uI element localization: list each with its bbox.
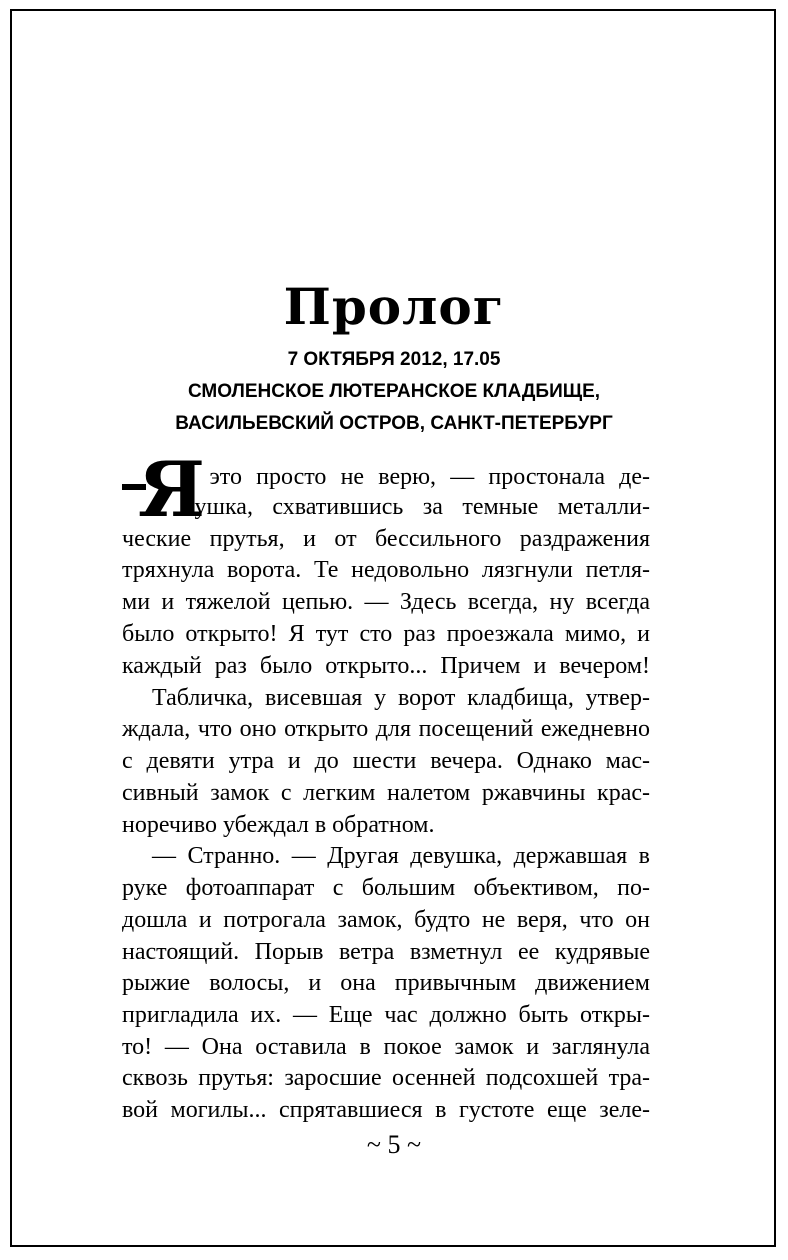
text-line: то! — Она оставила в покое замок и заглянула	[122, 1034, 650, 1060]
text-line: настоящий. Порыв ветра взметнул ее кудрявые	[122, 939, 650, 965]
text-line: вушка, схватившись за темные металли-	[184, 494, 650, 520]
chapter-location-city: ВАСИЛЬЕВСКИЙ ОСТРОВ, САНКТ-ПЕТЕРБУРГ	[175, 413, 613, 434]
text-line: руке фотоаппарат с большим объективом, по-	[122, 875, 650, 901]
text-line: с девяти утра и до шести вечера. Однако мас-	[122, 748, 650, 774]
text-line: ческие прутья, и от бессильного раздражения	[122, 526, 650, 552]
text-line: рыжие волосы, и она привычным движением	[122, 970, 650, 996]
text-line: дошла и потрогала замок, будто не веря, что он	[122, 907, 650, 933]
text-line: норечиво убеждал в обратном.	[122, 812, 435, 838]
text-line: Табличка, висевшая у ворот кладбища, утвер-	[152, 685, 650, 711]
text-line: каждый раз было открыто... Причем и вечером!	[122, 653, 650, 679]
drop-cap: Я	[138, 445, 206, 534]
text-line: сивный замок с легким налетом ржавчины крас-	[122, 780, 650, 806]
text-line: ждала, что оно открыто для посещений ежедневно	[122, 716, 650, 742]
chapter-title: Пролог	[283, 277, 505, 336]
text-line: вой могилы... спрятавшиеся в густоте еще зеле-	[122, 1097, 650, 1123]
page-number: ~ 5 ~	[366, 1130, 422, 1159]
text-line: ми и тяжелой цепью. — Здесь всегда, ну всегда	[122, 589, 650, 615]
text-line: сквозь прутья: заросшие осенней подсохшей тра-	[122, 1065, 650, 1091]
text-line: пригладила их. — Еще час должно быть откры-	[122, 1002, 650, 1028]
chapter-date-time: 7 ОКТЯБРЯ 2012, 17.05	[287, 349, 501, 370]
text-line: тряхнула ворота. Те недовольно лязгнули петля-	[122, 557, 650, 583]
text-line: было открыто! Я тут сто раз проезжала мимо, и	[122, 621, 650, 647]
text-line: — Странно. — Другая девушка, державшая в	[152, 843, 650, 869]
chapter-location-place: СМОЛЕНСКОЕ ЛЮТЕРАНСКОЕ КЛАДБИЩЕ,	[187, 381, 601, 402]
text-line: в это просто не верю, — простонала де-	[184, 464, 650, 490]
